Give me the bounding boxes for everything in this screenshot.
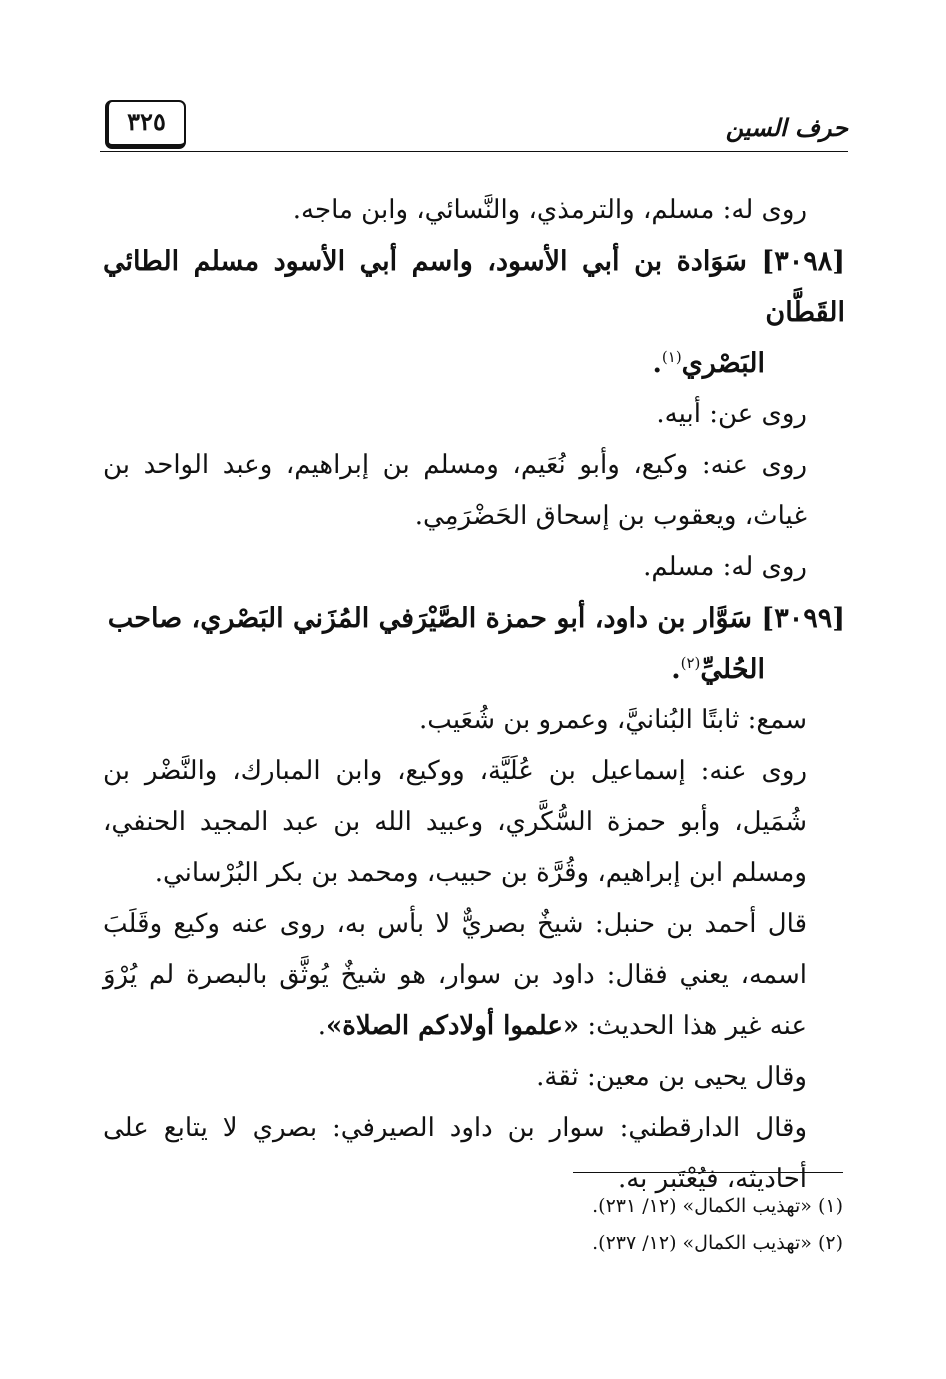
paragraph-ahmad-opinion <box>103 899 845 1052</box>
entry-heading-3098 <box>103 236 845 389</box>
paragraph-narrated-from: روى عن: أبيه. <box>656 399 807 429</box>
ahmad-text: قال أحمد بن حنبل: شيخٌ بصريٌّ لا بأس به، روى عنه وكيع وقَلَبَ اسمه، يعني فقال: داود بن سوار، هو شيخٌ يُوثَّق بالبصرة لم يُرْوَ عنه غير هذا الحديث: <box>103 909 807 1041</box>
footnote-rule <box>573 1172 843 1173</box>
entry-name-continued <box>103 644 845 695</box>
entry-heading-3099 <box>103 593 845 695</box>
paragraph-daraqutni-opinion: وقال الدارقطني: سوار بن داود الصيرفي: بصري لا يتابع على أحاديثه، فيُعْتَبر به. <box>103 1113 807 1194</box>
main-text <box>103 185 845 1205</box>
entry-name-continued <box>103 338 845 389</box>
entry-name: سَوَّار بن داود، أبو حمزة الصَّيْرَفي المُزَني البَصْري، صاحب <box>107 603 753 634</box>
footnote-1: (١) «تهذيب الكمال» (١٢/ ٢٣١). <box>592 1195 843 1217</box>
paragraph-ibn-maeen-opinion: وقال يحيى بن معين: ثقة. <box>536 1062 807 1092</box>
page-number: ٣٢٥ <box>105 100 186 149</box>
entry-number: [٣٠٩٩] <box>761 603 845 634</box>
entry-nisba: الحُليِّ <box>700 654 765 685</box>
footnotes <box>101 1188 843 1262</box>
entry-number: [٣٠٩٨] <box>761 246 846 277</box>
footnote-ref: (٢) <box>680 654 701 672</box>
entry-end-period: . <box>671 654 681 685</box>
paragraph-narrators: روى له: مسلم، والترمذي، والنَّسائي، وابن ماجه. <box>292 195 807 225</box>
paragraph-heard-from: سمع: ثابتًا البُنانيَّ، وعمرو بن شُعَيب. <box>419 705 807 735</box>
end-period: . <box>317 1011 327 1041</box>
footnote-ref: (١) <box>661 348 682 366</box>
header-rule <box>100 151 848 152</box>
paragraph-narrated-for: روى له: مسلم. <box>643 552 807 582</box>
paragraph-narrated-by: روى عنه: إسماعيل بن عُلَيَّة، ووكيع، وابن المبارك، والنَّضْر بن شُمَيل، وأبو حمزة السُّكَّري، وعبيد الله بن عبد المجيد الحنفي، ومسلم ابن إبراهيم، وقُرَّة بن حبيب، ومحمد بن بكر البُرْساني. <box>103 756 807 888</box>
footnote-2: (٢) «تهذيب الكمال» (١٢/ ٢٣٧). <box>592 1232 843 1254</box>
entry-end-period: . <box>652 348 662 379</box>
page-header <box>100 95 848 155</box>
running-title: حرف السين <box>725 113 848 142</box>
hadith-quote: «علموا أولادكم الصلاة» <box>326 1011 580 1041</box>
paragraph-narrated-by: روى عنه: وكيع، وأبو نُعَيم، ومسلم بن إبراهيم، وعبد الواحد بن غياث، ويعقوب بن إسحاق الحَضْرَمِي. <box>103 450 807 531</box>
entry-nisba: البَصْري <box>681 348 765 379</box>
entry-name: سَوَادة بن أبي الأسود، واسم أبي الأسود مسلم الطائي القَطَّان <box>103 246 845 328</box>
